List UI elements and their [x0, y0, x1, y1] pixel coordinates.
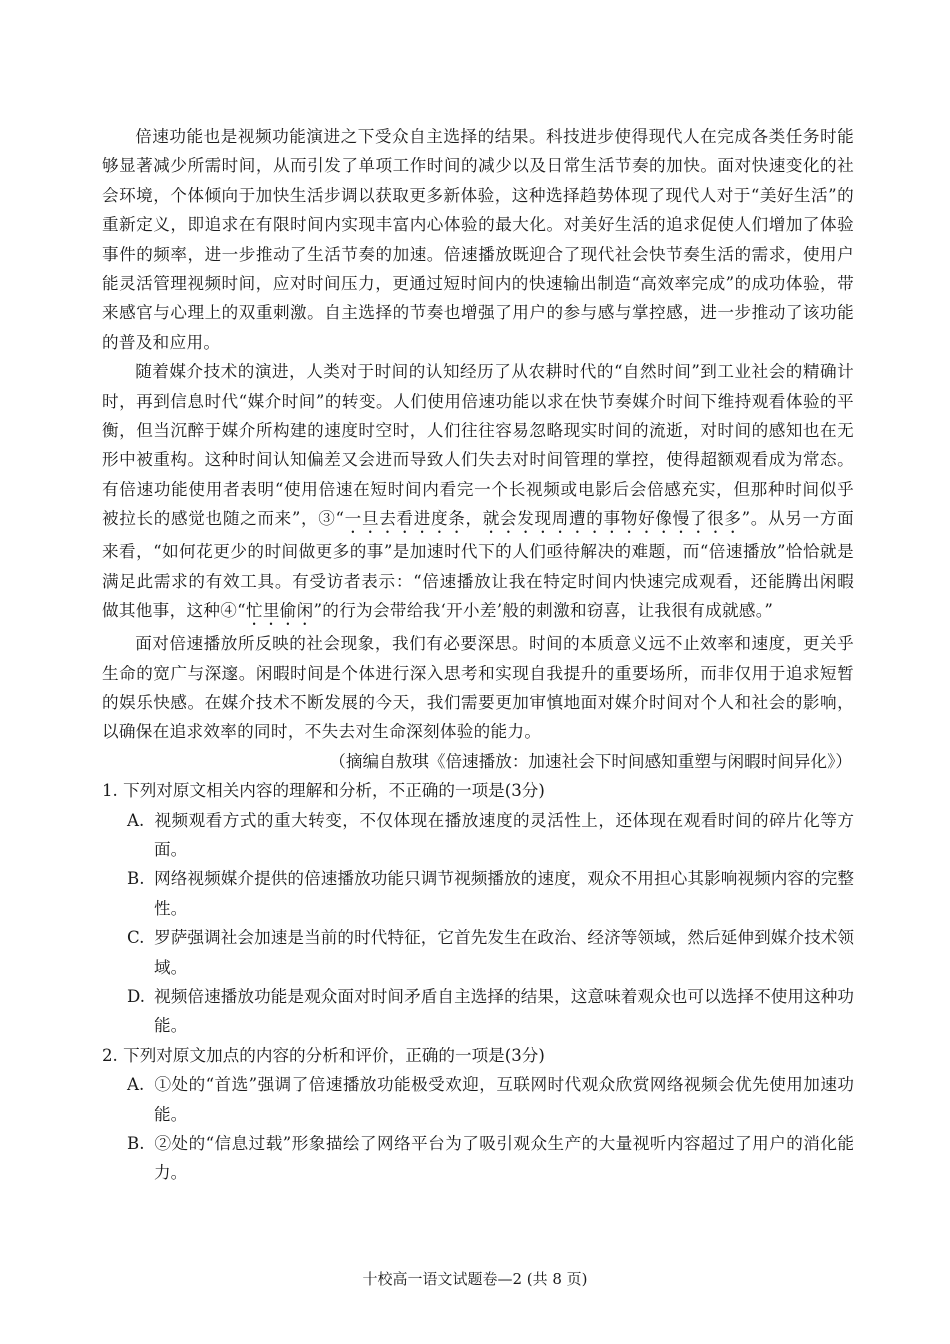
option-text: 视频观看方式的重大转变，不仅体现在播放速度的灵活性上，还体现在观看时间的碎片化等方面。 [154, 810, 854, 859]
option-label: A. [127, 810, 145, 830]
question-1-option-d [102, 982, 854, 1041]
option-text: ②处的“信息过载”形象描绘了网络平台为了吸引观众生产的大量视听内容超过了用户的消化能力。 [154, 1134, 854, 1183]
question-2 [102, 1041, 854, 1188]
question-2-option-b [102, 1129, 854, 1188]
option-label: B. [127, 869, 145, 889]
page-footer: 十校高一语文试题卷—2 (共 8 页) [362, 1270, 588, 1288]
option-text: 网络视频媒介提供的倍速播放功能只调节视频播放的速度，观众不用担心其影响视频内容的完整性。 [154, 869, 854, 918]
question-1-option-a [102, 806, 854, 865]
question-1 [102, 776, 854, 1041]
paragraph-1: 倍速功能也是视频功能演进之下受众自主选择的结果。科技进步使得现代人在完成各类任务时能够显著减少所需时间，从而引发了单项工作时间的减少以及日常生活节奏的加快。面对快速变化的社会环境，个体倾向于加快生活步调以获取更多新体验，这种选择趋势体现了现代人对于“美好生活”的重新定义，即追求在有限时间内实现丰富内心体验的最大化。对美好生活的追求促使人们增加了体验事件的频率，进一步推动了生活节奏的加速。倍速播放既迎合了现代社会快节奏生活的需求，使用户能灵活管理视频时间，应对时间压力，更通过短时间内的快速输出制造“高效率完成”的成功体验，带来感官与心理上的双重刺激。自主选择的节奏也增强了用户的参与感与掌控感，进一步推动了该功能的普及和应用。 [102, 127, 854, 352]
paragraph-2-part-b: ”。从另一方面来看，“如何花更少的时间做更多的事”是加速时代下的人们亟待解决的难题，而“倍速播放”恰恰就是满足此需求的有效工具。有受访者表示：“倍速播放让我在特定时间内快速完成观看，还能腾出闲暇做其他事，这种④“ [102, 509, 854, 621]
question-2-stem: 2. 下列对原文加点的内容的分析和评价，正确的一项是(3分) [102, 1045, 545, 1065]
option-text: 视频倍速播放功能是观众面对时间矛盾自主选择的结果，这意味着观众也可以选择不使用这种功能。 [154, 986, 854, 1036]
paragraph-3: 面对倍速播放所反映的社会现象，我们有必要深思。时间的本质意义远不止效率和速度，更关乎生命的宽广与深邃。闲暇时间是个体进行深入思考和实现自我提升的重要场所，而非仅用于追求短暂的娱乐快感。在媒介技术不断发展的今天，我们需要更加审慎地面对媒介时间对个人和社会的影响，以确保在追求效率的同时，不失去对生命深刻体验的能力。 [102, 634, 854, 742]
option-text: ①处的“首选”强调了倍速播放功能极受欢迎，互联网时代观众欣赏网络视频会优先使用加速功能。 [154, 1075, 854, 1124]
dotted-phrase-3: 一旦去看进度条，就会发现周遭的事物好像慢了很多 [344, 509, 742, 529]
question-1-option-c [102, 923, 854, 982]
option-label: D. [127, 986, 145, 1006]
option-label: B. [127, 1134, 145, 1153]
paragraph-2-part-a: 随着媒介技术的演进，人类对于时间的认知经历了从农耕时代的“自然时间”到工业社会的精确计时，再到信息时代“媒介时间”的转变。人们使用倍速功能以求在快节奏媒介时间下维持观看体验的平衡，但当沉醉于媒介所构建的速度时空时，人们往往容易忽略现实时间的流逝，对时间的感知也在无形中被重构。这种时间认知偏差又会进而导致人们失去对时间管理的掌控，使得超额观看成为常态。有倍速功能使用者表明“使用倍速在短时间内看完一个长视频或电影后会倍感充实，但那种时间似乎被拉长的感觉也随之而来”，③“ [102, 362, 854, 529]
option-text: 罗萨强调社会加速是当前的时代特征，它首先发生在政治、经济等领域，然后延伸到媒介技术领域。 [154, 928, 854, 977]
question-1-stem: 1. 下列对原文相关内容的理解和分析，不正确的一项是(3分) [102, 781, 545, 801]
paragraph-2-part-c: ”的行为会带给我‘开小差’般的刺激和窃喜，让我很有成就感。” [313, 601, 774, 621]
option-label: C. [127, 928, 145, 948]
dotted-phrase-4: 忙里偷闲 [245, 601, 314, 621]
paragraph-2 [102, 357, 854, 629]
question-2-option-a [102, 1070, 854, 1129]
question-1-option-b [102, 864, 854, 923]
option-label: A. [127, 1075, 145, 1095]
source-citation: （摘编自敖琪《倍速播放：加速社会下时间感知重塑与闲暇时间异化》） [329, 751, 852, 771]
